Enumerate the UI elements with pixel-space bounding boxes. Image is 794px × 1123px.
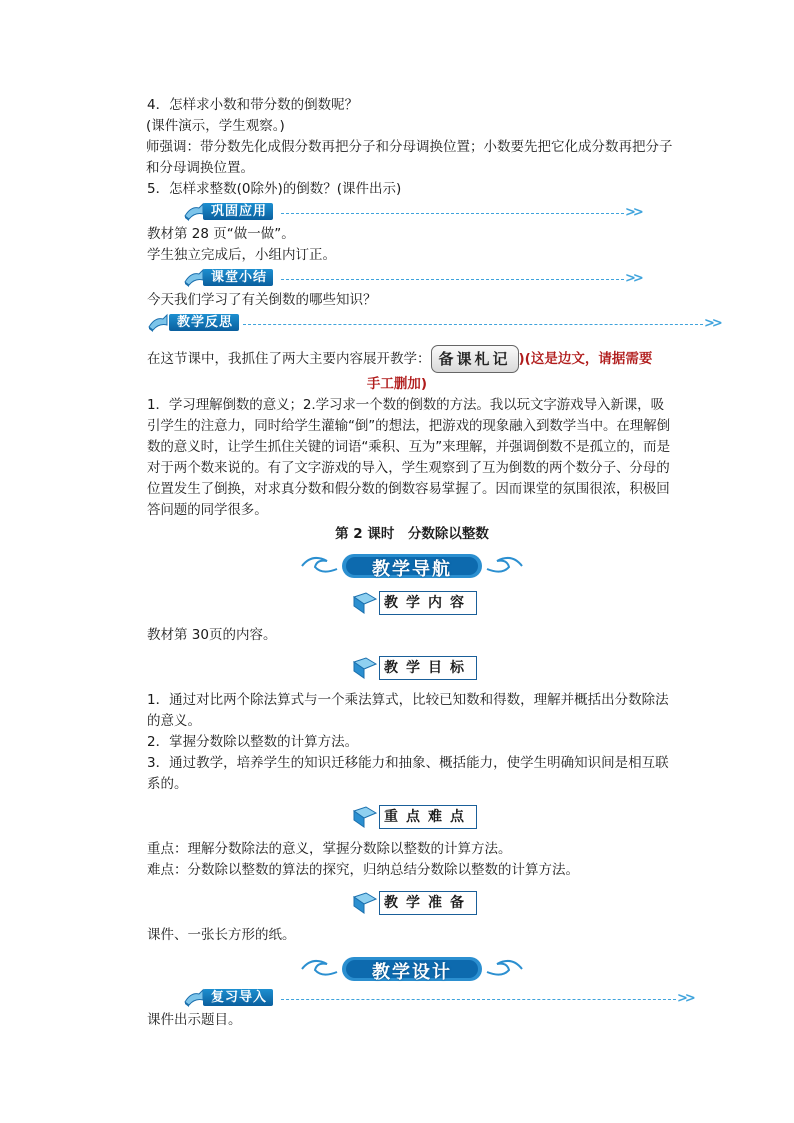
box-title: 教学准备 — [379, 891, 477, 915]
arrow-icon: >> — [677, 991, 693, 1006]
goal-item: 2．掌握分数除以整数的计算方法。 — [147, 734, 359, 750]
box-prep-heading — [147, 889, 677, 919]
design-banner — [147, 954, 677, 984]
difficulty-point: 难点：分数除以整数的算法的探究，归纳总结分数除以整数的计算方法。 — [147, 862, 579, 878]
box-key-heading — [147, 803, 677, 833]
box-content-heading — [147, 589, 677, 619]
question-5: 5．怎样求整数(0除外)的倒数？(课件出示) — [147, 181, 402, 197]
book-icon — [352, 805, 378, 829]
goal-item: 3．通过教学，培养学生的知识迁移能力和抽象、概括能力，使学生明确知识间是相互联系的。 — [147, 755, 669, 792]
dashed-line — [243, 324, 703, 325]
side-note-a: )(这是边文，请据需要 — [518, 351, 653, 367]
arrow-icon: >> — [625, 271, 641, 286]
box-goals-heading — [147, 654, 677, 684]
content-body: 教材第 30页的内容。 — [147, 627, 277, 643]
key-point: 重点：理解分数除法的意义，掌握分数除以整数的计算方法。 — [147, 841, 512, 857]
box-title: 教学内容 — [379, 591, 477, 615]
section-summary — [147, 268, 677, 290]
book-icon — [352, 656, 378, 680]
section-consolidate — [147, 202, 677, 224]
open-book-icon — [183, 202, 205, 221]
arrow-icon: >> — [625, 205, 641, 220]
document-body — [146, 95, 720, 1031]
arrow-icon: >> — [704, 316, 720, 331]
lesson-title: 第 2 课时 分数除以整数 — [335, 526, 489, 542]
open-book-icon — [183, 988, 205, 1007]
summary-text: 今天我们学习了有关倒数的哪些知识？ — [147, 292, 377, 308]
goal-item: 1．通过对比两个除法算式与一个乘法算式，比较已知数和得数，理解并概括出分数除法的意义。 — [147, 692, 669, 729]
banner-title: 教学设计 — [372, 962, 452, 983]
consolidate-line-1: 教材第 28 页“做一做”。 — [147, 226, 295, 242]
nav-banner — [147, 551, 677, 581]
open-book-icon — [147, 313, 169, 332]
dashed-line — [281, 213, 624, 214]
reflection-paragraph: 1．学习理解倒数的意义；2.学习求一个数的倒数的方法。我以玩文字游戏导入新课，吸引学生的注意力，同时给学生灌输“倒”的想法，把游戏的现象融入到数学当中。在理解倒数的意义时，让学生抓住关键的词语“乘积、互为”来理解，并强调倒数不是孤立的，而是对于两个数来说的。有了文字游戏的导入，学生观察到了互为倒数的两个数分子、分母的位置发生了倒换，对求真分数和假分数的倒数容易掌握了。因而课堂的氛围很浓，积极回答问题的同学很多。 — [147, 397, 670, 518]
box-title: 教学目标 — [379, 656, 477, 680]
section-title: 教学反思 — [169, 314, 239, 331]
teacher-emphasis: 师强调：带分数先化成假分数再把分子和分母调换位置；小数要先把它化成分数再把分子和分母调换位置。 — [146, 139, 673, 176]
book-icon — [352, 591, 378, 615]
book-icon — [352, 891, 378, 915]
section-reflection — [107, 313, 720, 335]
lesson-notes-stamp: 备课札记 — [431, 345, 519, 373]
open-book-icon — [183, 268, 205, 287]
review-body: 课件出示题目。 — [147, 1012, 242, 1028]
section-title: 复习导入 — [203, 989, 273, 1006]
dashed-line — [281, 999, 676, 1000]
consolidate-line-2: 学生独立完成后，小组内订正。 — [147, 247, 336, 263]
question-4-note: (课件演示，学生观察。) — [146, 118, 285, 134]
section-title: 巩固应用 — [203, 203, 273, 220]
side-note-b: 手工删加) — [366, 376, 428, 392]
prep-body: 课件、一张长方形的纸。 — [147, 927, 296, 943]
reflection-intro: 在这节课中，我抓住了两大主要内容展开教学： — [147, 351, 431, 367]
banner-title: 教学导航 — [372, 559, 452, 580]
section-review — [147, 988, 693, 1010]
reflection-intro-line — [147, 345, 677, 373]
dashed-line — [281, 279, 624, 280]
section-title: 课堂小结 — [203, 269, 273, 286]
question-4: 4．怎样求小数和带分数的倒数呢？ — [147, 97, 359, 113]
box-title: 重点难点 — [379, 805, 477, 829]
